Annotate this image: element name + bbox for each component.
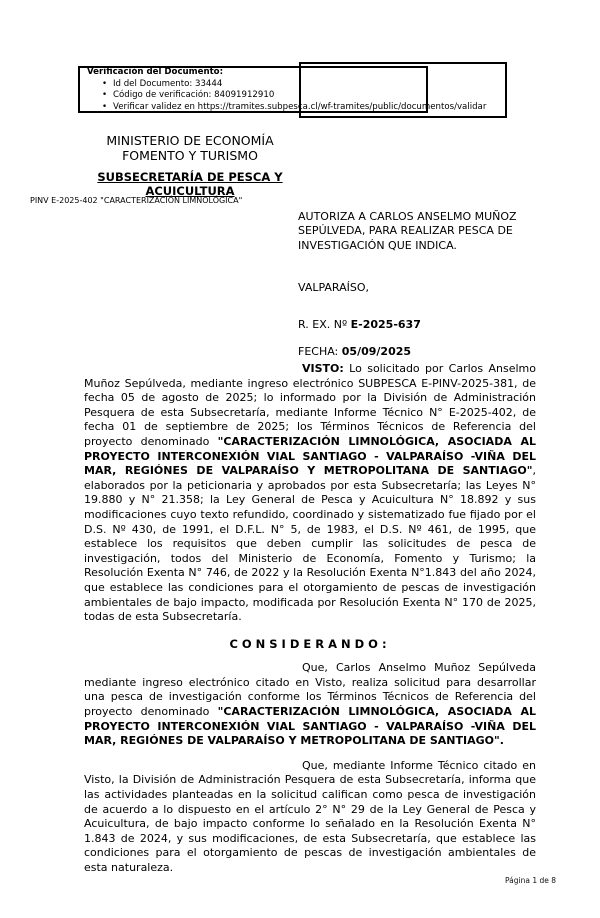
considerando-paragraph-1	[84, 661, 536, 749]
visto-paragraph	[84, 362, 536, 625]
verification-url-row	[87, 102, 511, 114]
resolution-subject: AUTORIZA A CARLOS ANSELMO MUÑOZ SEPÚLVEDA, PARA REALIZAR PESCA DE INVESTIGACIÓN QUE INDICA.	[298, 210, 517, 252]
resolution-date-line	[298, 345, 550, 359]
considerando-heading: CONSIDERANDO:	[229, 636, 391, 651]
file-reference: PINV E-2025-402 "CARACTERIZACIÓN LIMNOLÓGICA"	[30, 196, 243, 205]
verification-url: Verificar validez en https://tramites.subpesca.cl/wf-tramites/public/documentos/validar	[113, 101, 487, 112]
considerando-p1-project-title: "CARACTERIZACIÓN LIMNOLÓGICA, ASOCIADA AL PROYECTO INTERCONEXIÓN VIAL SANTIAGO - VALPARAÍSO -VIÑA DEL MAR, REGIÓNES DE VALPARAÍSO Y METROPOLITANA DE SANTIAGO".	[84, 705, 536, 748]
page-indicator: Página 1 de 8	[505, 876, 557, 885]
resolution-city: VALPARAÍSO,	[298, 281, 370, 295]
visto-body-1: Lo solicitado por Carlos Anselmo Muñoz Sepúlveda, mediante ingreso electrónico SUBPESCA E-PINV-2025-381, de fecha 05 de agosto de 2025; lo informado por la División de Administración Pesquera de esta Subsecretaría, mediante Informe Técnico N° E-2025-402, de fecha 01 de septiembre de 2025; los Términos Técnicos de Referencia del proyecto denominado	[84, 362, 536, 448]
resolution-number-label: R. EX. Nº	[298, 317, 351, 331]
verification-doc-id-row	[87, 79, 511, 91]
verification-code: Código de verificación: 84091912910	[113, 90, 275, 100]
ministry-name-line1: MINISTERIO DE ECONOMÍA	[106, 133, 274, 148]
resolution-date-label: FECHA:	[298, 345, 342, 359]
considerando-p1-body: Que, Carlos Anselmo Muñoz Sepúlveda mediante ingreso electrónico citado en Visto, realiza solicitud para desarrollar una pesca de investigación conforme los Términos Técnicos de Referencia del proyecto denominado	[84, 661, 536, 719]
resolution-date-value: 05/09/2025	[341, 345, 412, 359]
verification-content	[87, 67, 511, 113]
considerando-paragraph-2: Que, mediante Informe Técnico citado en Visto, la División de Administración Pesquera de esta Subsecretaría, informa que las actividades planteadas en la solicitud califican como pesca de investigación de acuerdo a lo dispuesto en el artículo 2° N° 29 de la Ley General de Pesca y Acuicultura, de bajo impacto conforme lo señalado en la Resolución Exenta N° 1.843 de 2024, y sus modificaciones, de esta Subsecretaría, que establece las condiciones para el otorgamiento de pescas de investigación ambientales de esta naturaleza.	[84, 758, 536, 874]
bullet-icon: •	[102, 78, 108, 89]
verification-code-row	[87, 90, 511, 102]
ministry-name-line2: FOMENTO Y TURISMO	[122, 148, 258, 163]
resolution-header-column	[298, 210, 550, 359]
resolution-body	[84, 362, 536, 886]
resolution-number-value: E-2025-637	[350, 317, 421, 331]
visto-body-2: , elaborados por la peticionaria y aprobados por esta Subsecretaría; las Leyes N° 19.880 y N° 21.358; la Ley General de Pesca y Acuicultura N° 18.892 y sus modificaciones cuyo texto refundido, coordinado y sistematizado fue fijado por el D.S. Nº 430, de 1991, el D.F.L. N° 5, de 1983, el D.S. Nº 461, de 1995, que establece los requisitos que deben cumplir las solicitudes de pesca de investigación, todos del Ministerio de Economía, Fomento y Turismo; la Resolución Exenta N° 746, de 2022 y la Resolución Exenta N°1.843 del año 2024, que establece las condiciones para el otorgamiento de pescas de investigación ambientales de bajo impacto, modificada por Resolución Exenta N° 170 de 2025, todas de esta Subsecretaría.	[84, 464, 536, 624]
subsecretary-line2: ACUICULTURA	[145, 184, 235, 198]
verification-doc-id: Id del Documento: 33444	[113, 78, 223, 89]
resolution-number-line	[298, 318, 550, 332]
letterhead	[55, 133, 325, 198]
verification-box	[78, 62, 510, 120]
bullet-icon: •	[102, 101, 108, 112]
visto-label: VISTO:	[302, 362, 344, 375]
subsecretary-name	[55, 170, 325, 198]
bullet-icon: •	[102, 90, 108, 100]
subsecretary-line1: SUBSECRETARÍA DE PESCA Y	[97, 170, 283, 184]
visto-project-title: "CARACTERIZACIÓN LIMNOLÓGICA, ASOCIADA AL PROYECTO INTERCONEXIÓN VIAL SANTIAGO - VALPARAÍSO -VIÑA DEL MAR, REGIÓNES DE VALPARAÍSO Y METROPOLITANA DE SANTIAGO"	[84, 434, 536, 478]
verification-title: Verificación del Documento:	[87, 67, 224, 77]
